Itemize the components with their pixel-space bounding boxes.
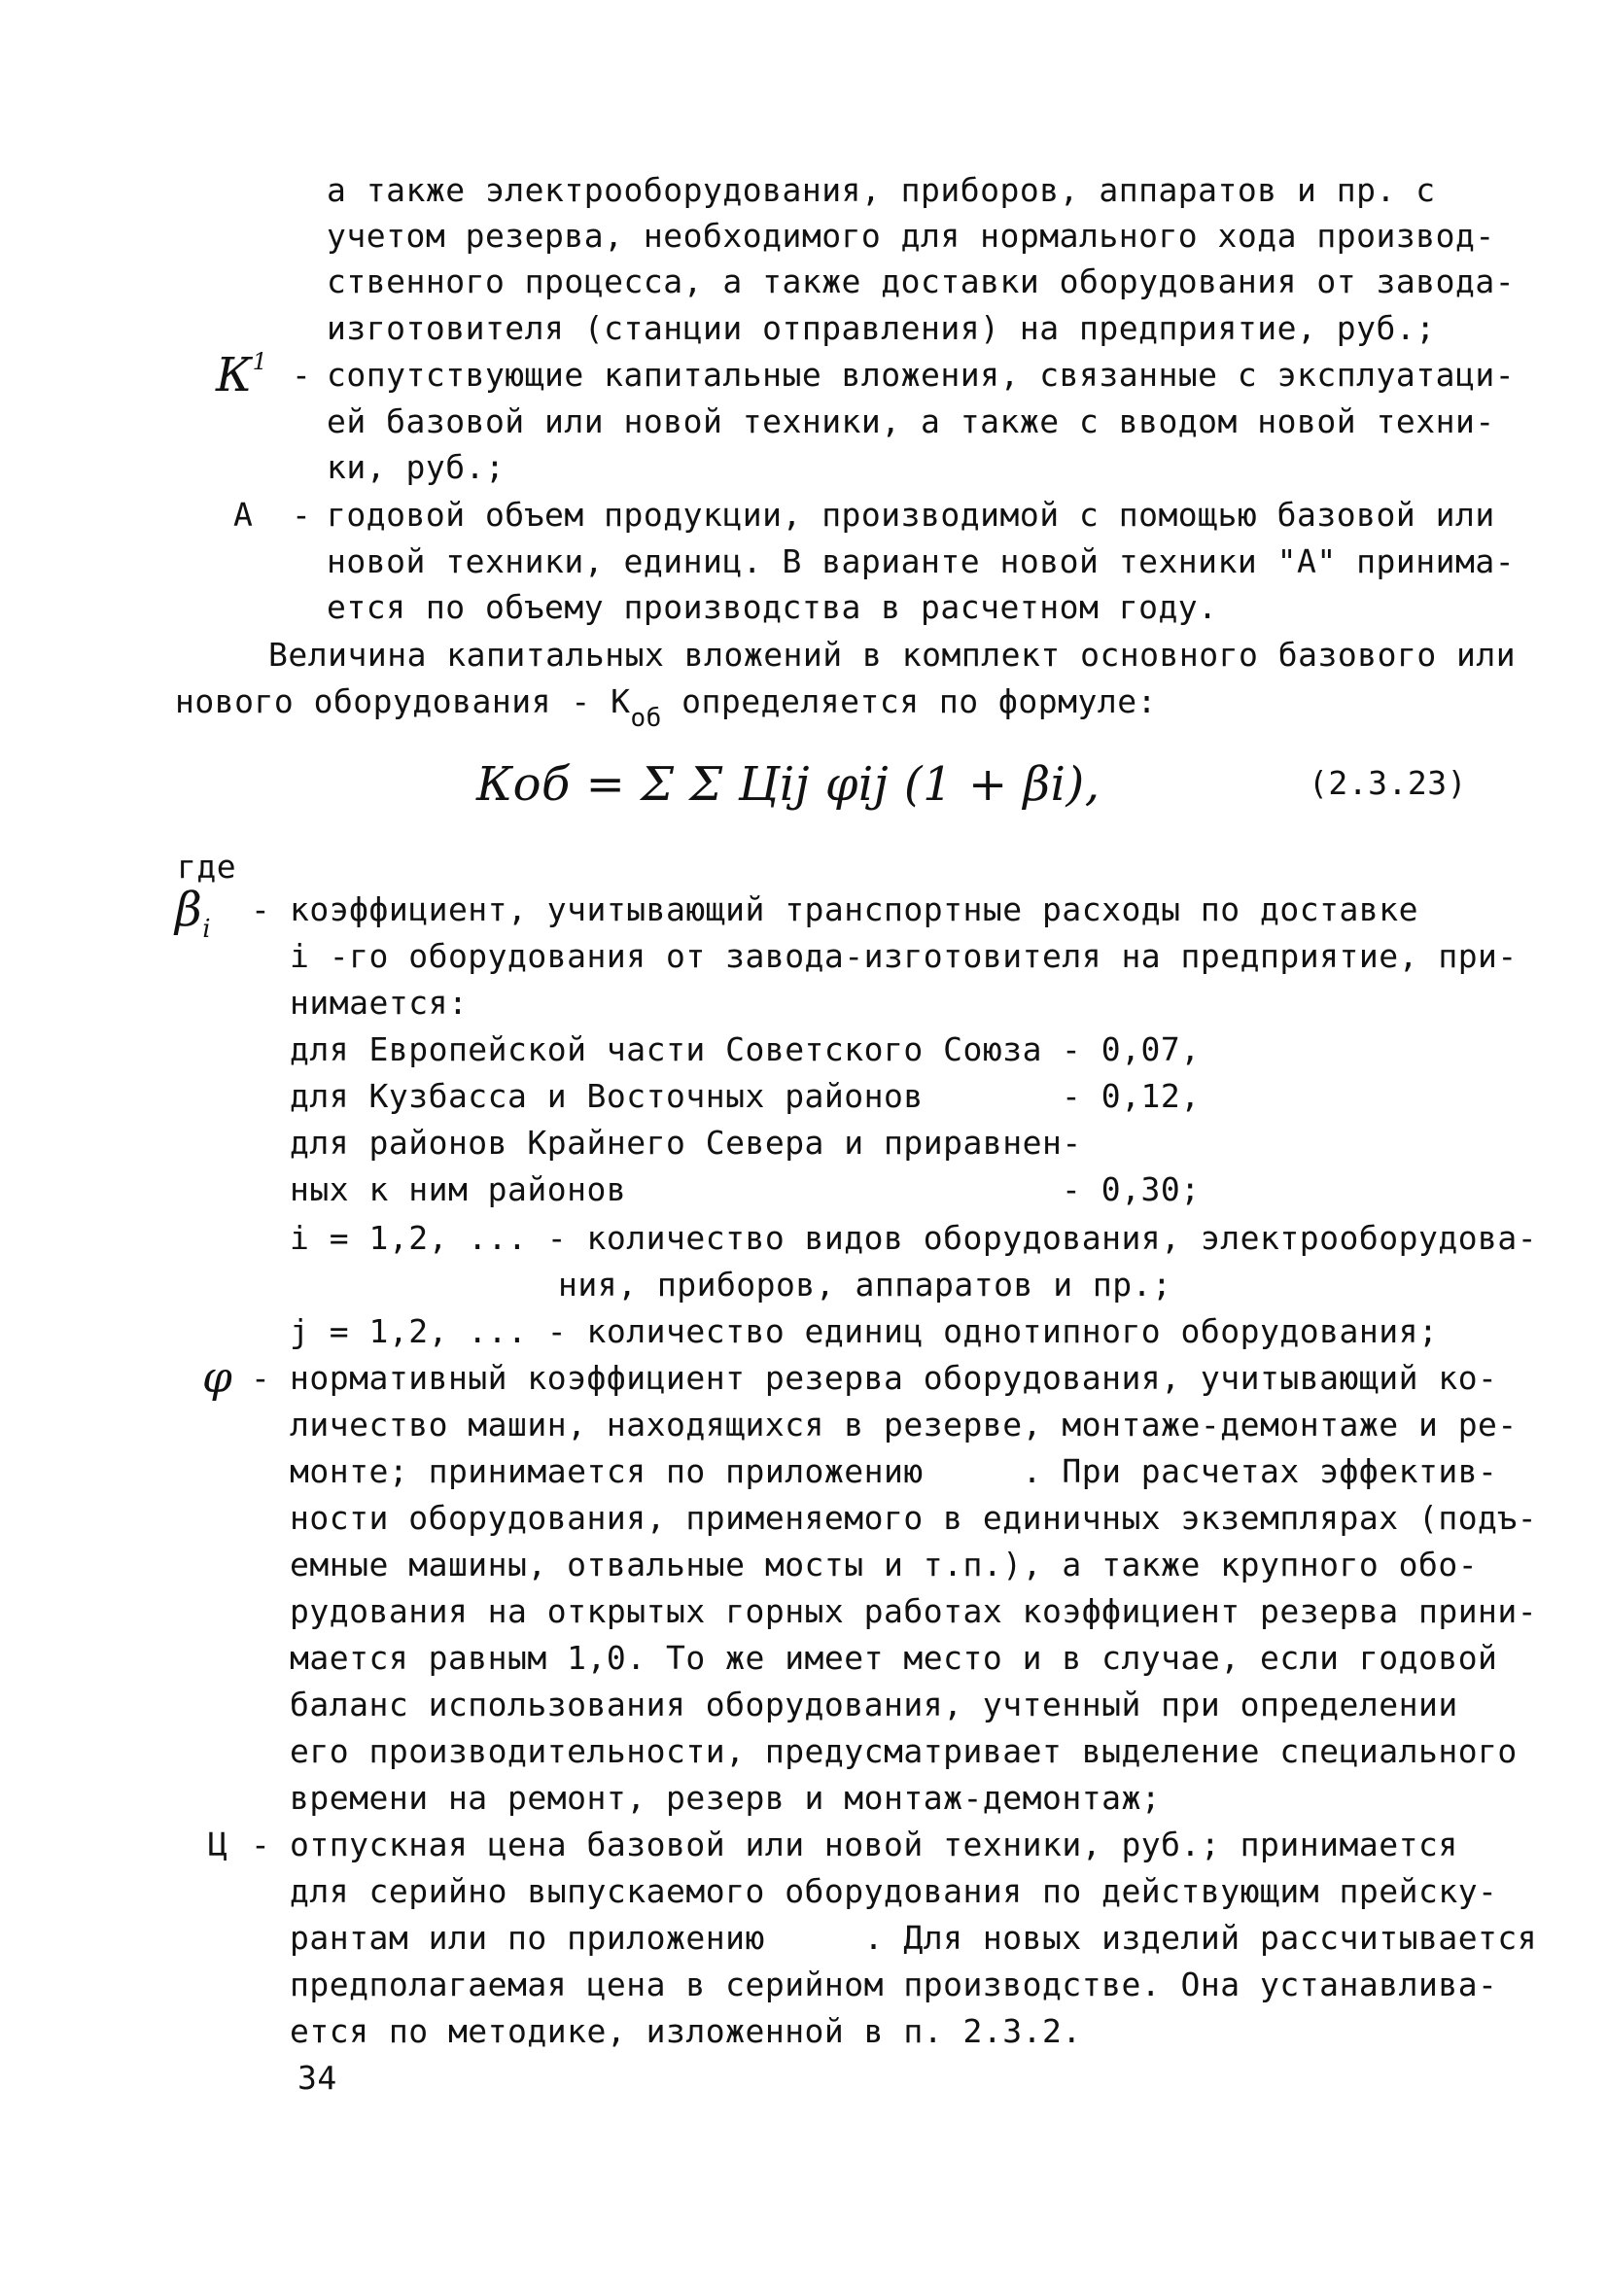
text-line: времени на ремонт, резерв и монтаж-демонтаж;	[290, 1779, 1162, 1817]
text-line: новой техники, единиц. В варианте новой техники "А" принима-	[327, 542, 1516, 580]
text-line: i = 1,2, ... - количество видов оборудования, электрооборудова-	[290, 1219, 1538, 1257]
text-line: отпускная цена базовой или новой техники, руб.; принимается	[290, 1826, 1458, 1863]
coefficient-row-value: - 0,07,	[1062, 1030, 1201, 1068]
text-line: j = 1,2, ... - количество единиц однотипного оборудования;	[290, 1312, 1439, 1350]
text-line: нормативный коэффициент резерва оборудования, учитывающий ко-	[290, 1359, 1498, 1397]
text-line: учетом резерва, необходимого для нормального хода производ-	[327, 217, 1495, 255]
definition-dash: -	[292, 496, 312, 534]
text-line: ственного процесса, а также доставки оборудования от завода-	[327, 262, 1516, 300]
text-line: ется по методике, изложенной в п. 2.3.2.	[290, 2012, 1082, 2050]
formula-number: (2.3.23)	[1309, 764, 1467, 802]
beta-symbol: $\beta_i$	[175, 883, 212, 944]
text-line: ей базовой или новой техники, а также с вводом новой техни-	[327, 402, 1495, 440]
text-line: нимается:	[290, 984, 469, 1022]
text-line: ется по объему производства в расчетном году.	[327, 588, 1218, 626]
text-line: рудования на открытых горных работах коэффициент резерва прини-	[290, 1592, 1538, 1630]
text-line: i -го оборудования от завода-изготовителя на предприятие, при-	[290, 937, 1518, 975]
coefficient-row-label: для Европейской части Советского Союза	[290, 1030, 1042, 1068]
text-line: рантам или по приложению . Для новых изделий рассчитывается	[290, 1919, 1538, 1957]
text-line: монте; принимается по приложению . При расчетах эффектив-	[290, 1452, 1498, 1490]
where-label: где	[177, 848, 237, 886]
text-line: баланс использования оборудования, учтенный при определении	[290, 1686, 1458, 1723]
definition-dash: -	[251, 1359, 271, 1397]
text-line: изготовителя (станции отправления) на предприятие, руб.;	[327, 309, 1436, 347]
text-line: личество машин, находящихся в резерве, монтаже-демонтаже и ре-	[290, 1406, 1518, 1444]
k-prime-symbol: $К^1$	[216, 348, 268, 402]
page-number: 34	[297, 2059, 337, 2097]
text-line: для серийно выпускаемого оборудования по действующим прейску-	[290, 1872, 1498, 1910]
text-line: его производительности, предусматривает выделение специального	[290, 1732, 1518, 1770]
text-line: предполагаемая цена в серийном производстве. Она устанавлива-	[290, 1966, 1498, 2003]
text-line: сопутствующие капитальные вложения, связанные с эксплуатаци-	[327, 356, 1516, 394]
text-line: нового оборудования - $К_{об}$ определяется по формуле:	[175, 682, 1157, 733]
phi-symbol: φ	[202, 1353, 233, 1403]
coefficient-row-value: - 0,30;	[1062, 1170, 1201, 1208]
text-line: мается равным 1,0. То же имеет место и в случае, если годовой	[290, 1639, 1498, 1677]
coefficient-row-label: ных к ним районов	[290, 1170, 627, 1208]
c-symbol: Ц	[208, 1826, 228, 1863]
text-line: годовой объем продукции, производимой с помощью базовой или	[327, 496, 1495, 534]
text-line: коэффициент, учитывающий транспортные расходы по доставке	[290, 890, 1418, 928]
text-line: ности оборудования, применяемого в единичных экземплярах (подъ-	[290, 1499, 1538, 1537]
coefficient-row-value: - 0,12,	[1062, 1077, 1201, 1115]
text-line: емные машины, отвальные мосты и т.п.), а также крупного обо-	[290, 1546, 1479, 1583]
text-line: ния, приборов, аппаратов и пр.;	[558, 1266, 1172, 1304]
coefficient-row-label: для районов Крайнего Севера и приравнен-	[290, 1124, 1082, 1162]
definition-dash: -	[251, 1826, 271, 1863]
text-line: ки, руб.;	[327, 448, 506, 486]
formula: Коб = Σ Σ Цij φij (1 + βi),	[476, 757, 1100, 812]
coefficient-row-label: для Кузбасса и Восточных районов	[290, 1077, 924, 1115]
definition-dash: -	[292, 356, 312, 394]
text-line: Величина капитальных вложений в комплект основного базового или	[268, 636, 1517, 674]
a-symbol: А	[233, 496, 254, 534]
text-line: а также электрооборудования, приборов, аппаратов и пр. с	[327, 171, 1436, 209]
definition-dash: -	[251, 890, 271, 928]
